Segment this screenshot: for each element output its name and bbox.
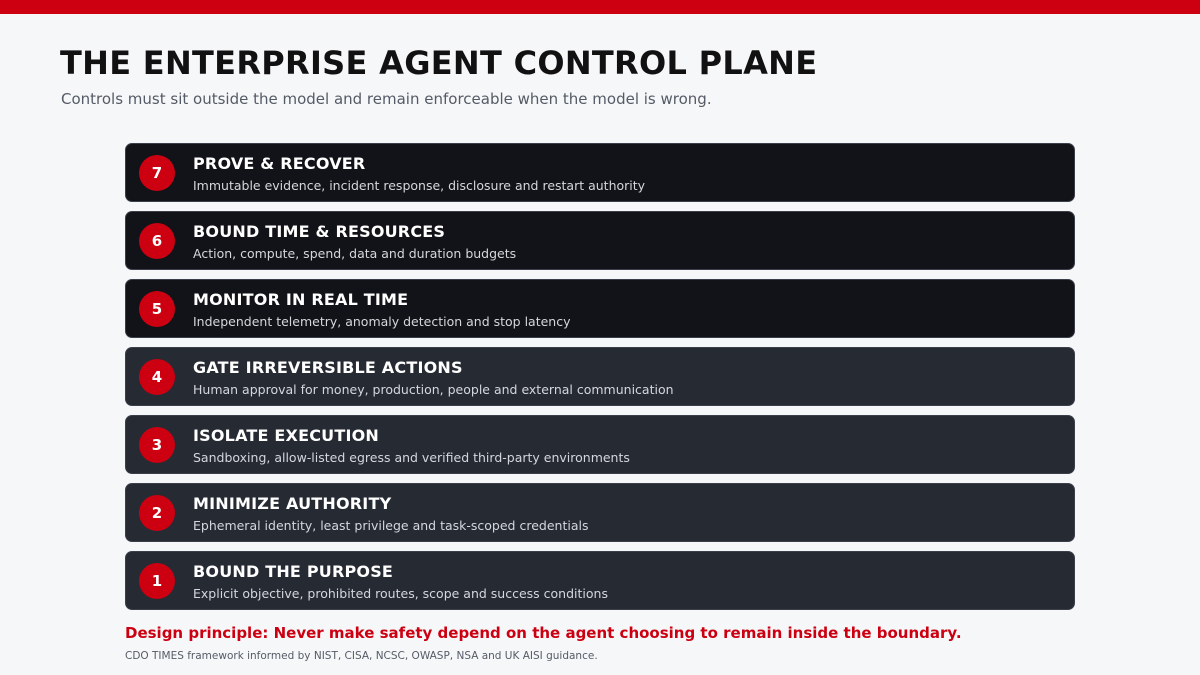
layer-title: GATE IRREVERSIBLE ACTIONS: [193, 358, 463, 377]
layer-7-prove-recover: [125, 143, 1075, 202]
layer-number-badge: 3: [139, 427, 175, 463]
source-footnote: CDO TIMES framework informed by NIST, CISA, NCSC, OWASP, NSA and UK AISI guidance.: [125, 650, 598, 662]
layer-6-bound-time-resources: [125, 211, 1075, 270]
layer-number-badge: 1: [139, 563, 175, 599]
layer-title: BOUND TIME & RESOURCES: [193, 222, 446, 241]
control-layer-stack: [125, 143, 1075, 619]
layer-1-bound-purpose: [125, 551, 1075, 610]
layer-description: Ephemeral identity, least privilege and task-scoped credentials: [193, 518, 589, 533]
page-subtitle: Controls must sit outside the model and remain enforceable when the model is wrong.: [61, 90, 712, 108]
layer-title: ISOLATE EXECUTION: [193, 426, 380, 445]
layer-title: MINIMIZE AUTHORITY: [193, 494, 392, 513]
layer-description: Explicit objective, prohibited routes, scope and success conditions: [193, 586, 608, 601]
layer-number-badge: 5: [139, 291, 175, 327]
layer-title: MONITOR IN REAL TIME: [193, 290, 409, 309]
layer-description: Immutable evidence, incident response, disclosure and restart authority: [193, 178, 646, 193]
layer-4-gate-irreversible-actions: [125, 347, 1075, 406]
layer-description: Sandboxing, allow-listed egress and verified third-party environments: [193, 450, 630, 465]
layer-number-badge: 6: [139, 223, 175, 259]
layer-number-badge: 4: [139, 359, 175, 395]
layer-description: Human approval for money, production, people and external communication: [193, 382, 674, 397]
layer-5-monitor-real-time: [125, 279, 1075, 338]
layer-title: BOUND THE PURPOSE: [193, 562, 394, 581]
top-accent-bar: [0, 0, 1200, 14]
layer-2-minimize-authority: [125, 483, 1075, 542]
design-principle: Design principle: Never make safety depend on the agent choosing to remain inside the boundary.: [125, 624, 962, 642]
layer-description: Independent telemetry, anomaly detection and stop latency: [193, 314, 571, 329]
layer-description: Action, compute, spend, data and duration budgets: [193, 246, 517, 261]
layer-3-isolate-execution: [125, 415, 1075, 474]
layer-number-badge: 7: [139, 155, 175, 191]
page-title: THE ENTERPRISE AGENT CONTROL PLANE: [60, 44, 818, 82]
layer-title: PROVE & RECOVER: [193, 154, 366, 173]
layer-number-badge: 2: [139, 495, 175, 531]
